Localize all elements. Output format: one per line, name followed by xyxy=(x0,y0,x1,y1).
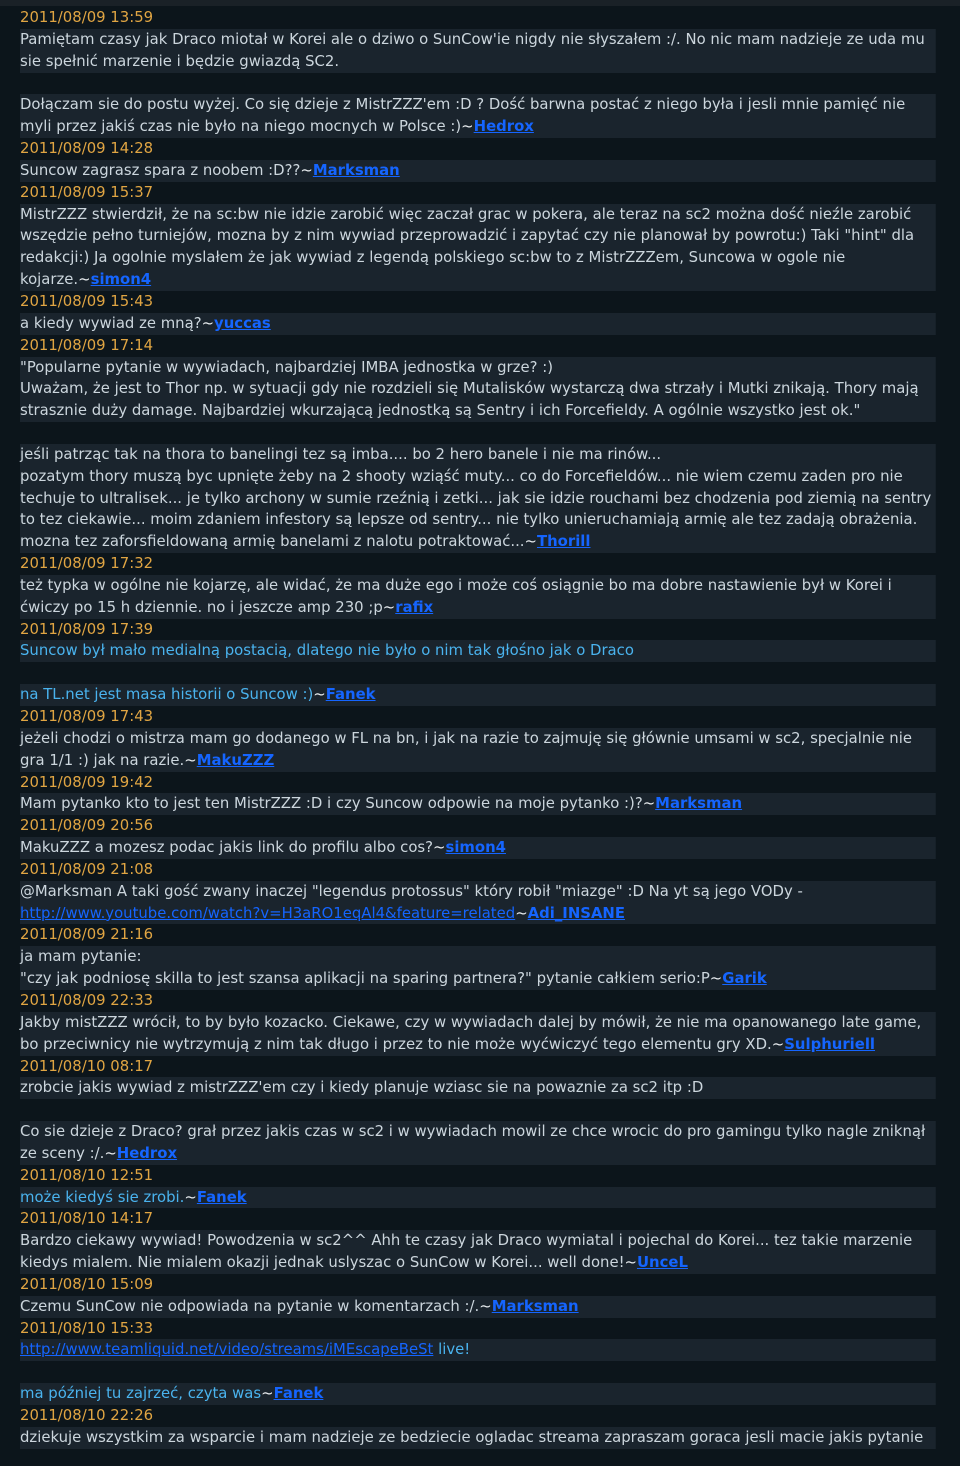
comment xyxy=(20,859,936,925)
comment xyxy=(20,7,936,138)
comment-body xyxy=(20,1427,936,1449)
author-separator: ~ xyxy=(78,270,91,289)
comment-body xyxy=(20,1077,936,1164)
author-separator: ~ xyxy=(184,750,197,769)
author-link[interactable]: Fanek xyxy=(325,685,376,704)
comment-body xyxy=(20,160,936,182)
comment-paragraph: też typka w ogólne nie kojarzę, ale widać, że ma duże ego i może coś osiągnie bo ma dobre nastawienie był w Korei i ćwiczy po 15 h dziennie. no i jeszcze amp 230 ;p~rafix xyxy=(20,575,936,619)
comment-body xyxy=(20,881,936,925)
comment-timestamp: 2011/08/09 13:59 xyxy=(20,8,154,26)
comment-body xyxy=(20,1339,936,1405)
author-separator: ~ xyxy=(624,1253,637,1272)
comment xyxy=(20,553,936,619)
comment-timestamp: 2011/08/09 21:08 xyxy=(20,859,154,878)
comment-paragraph: jeżeli chodzi o mistrza mam go dodanego w FL na bn, i jak na razie to zajmuję się głównie umsami w sc2, specjalnie nie gra 1/1 :) jak na razie.~MakuZZZ xyxy=(20,728,936,772)
comment-timestamp: 2011/08/09 22:33 xyxy=(20,990,154,1009)
comment-paragraph: @Marksman A taki gość zwany inaczej "legendus protossus" który robił "miazge" :D Na yt są jego VODy - http://www.youtube.com/watch?v=H3aRO1eqAl4&feature=related~Adi_INSANE xyxy=(20,881,936,925)
comment xyxy=(20,619,936,706)
video-link[interactable]: http://www.youtube.com/watch?v=H3aRO1eqAl4&feature=related xyxy=(20,903,516,922)
comment-body xyxy=(20,1230,936,1274)
comment-paragraph: na TL.net jest masa historii o Suncow :)~Fanek xyxy=(20,684,936,706)
comment-body xyxy=(20,728,936,772)
comment-paragraph: a kiedy wywiad ze mną?~yuccas xyxy=(20,313,936,335)
comment-paragraph: Suncow był mało medialną postacią, dlatego nie było o nim tak głośno jak o Draco xyxy=(20,640,936,662)
comment-body xyxy=(20,313,936,335)
comment-body xyxy=(20,29,936,138)
comment-timestamp: 2011/08/10 22:26 xyxy=(20,1406,154,1424)
author-separator: ~ xyxy=(515,903,528,922)
author-separator: ~ xyxy=(461,117,474,136)
comment-body xyxy=(20,1012,936,1056)
comment xyxy=(20,182,936,291)
comment-body xyxy=(20,793,936,815)
comment xyxy=(20,815,936,859)
author-link[interactable]: Fanek xyxy=(196,1187,247,1206)
author-separator: ~ xyxy=(261,1384,274,1403)
comment-body xyxy=(20,1296,936,1318)
comment xyxy=(20,990,936,1056)
comment-paragraph: zrobcie jakis wywiad z mistrZZZ'em czy i kiedy planuje wziasc sie na powaznie za sc2 itp :D xyxy=(20,1077,936,1099)
comment-timestamp: 2011/08/10 14:17 xyxy=(20,1209,154,1228)
author-link[interactable]: Sulphuriell xyxy=(784,1034,876,1053)
author-link[interactable]: Fanek xyxy=(273,1384,324,1403)
author-link[interactable]: simon4 xyxy=(445,838,507,857)
comment-timestamp: 2011/08/10 15:33 xyxy=(20,1318,154,1337)
comment xyxy=(20,1318,936,1405)
comment-paragraph: Uważam, że jest to Thor np. w sytuacji gdy nie rozdzieli się Mutalisków wystarczą dwa strzały i Mutki znikają. Thory mają strasznie duży damage. Najbardziej wkurzającą jednostką są Sentry i ich Forcefieldy. A ogólnie wszystko jest ok." xyxy=(20,378,936,422)
comment-body xyxy=(20,640,936,706)
comment-paragraph: może kiedyś sie zrobi.~Fanek xyxy=(20,1187,936,1209)
comment-body xyxy=(20,575,936,619)
author-separator: ~ xyxy=(104,1143,117,1162)
comment-body xyxy=(20,946,936,990)
author-separator: ~ xyxy=(382,597,396,616)
author-link[interactable]: rafix xyxy=(395,597,434,616)
comment xyxy=(20,1274,936,1318)
comment xyxy=(20,706,936,772)
stream-link[interactable]: http://www.teamliquid.net/video/streams/iMEscapeBeSt xyxy=(20,1340,434,1359)
comment-list xyxy=(20,7,936,1449)
comment xyxy=(20,772,936,816)
author-link[interactable]: Garik xyxy=(722,969,767,988)
comment-paragraph xyxy=(20,1099,936,1121)
comment xyxy=(20,1208,936,1274)
author-separator: ~ xyxy=(771,1034,785,1053)
comment-paragraph: dziekuje wszystkim za wsparcie i mam nadzieje ze bedziecie ogladac streama zapraszam goraca jesli macie jakis pytanie xyxy=(20,1427,936,1449)
comment-timestamp: 2011/08/09 19:42 xyxy=(20,772,154,791)
comment-paragraph: MistrZZZ stwierdził, że na sc:bw nie idzie zarobić więc zaczał grac w pokera, ale teraz na sc2 można dość nieźle zarobić wszędzie pełno turniejów, mozna by z nim wywiad przeprowadzić i zapytać czy nie planował by powrotu:) Taki "hint" dla redakcji:) Ja ogolnie myslałem że jak wywiad z legendą polskiego sc:bw to z MistrZZZem, Suncowa w ogole nie kojarze.~simon4 xyxy=(20,204,936,291)
comment xyxy=(20,1165,936,1209)
author-link[interactable]: Marksman xyxy=(491,1296,579,1315)
author-link[interactable]: Marksman xyxy=(312,160,400,179)
comment-paragraph: pozatym thory muszą byc upnięte żeby na 2 shooty wziąść muty... co do Forcefieldów... nie wiem czemu zaden pro nie techuje to ultralisek... je tylko archony w sumie rzeźnią i zetki... jak sie idzie rouchami bez chodzenia pod ziemią na sentry to tez ciekawie... moim zdaniem infestory są lepsze od sentry... nie tylko unieruchamiają armię ale tez zadają obrażenia. mozna tez zaforsfieldowaną armię banelami z nalotu potraktować...~Thorill xyxy=(20,466,936,553)
comment-paragraph: Dołączam sie do postu wyżej. Co się dzieje z MistrZZZ'em :D ? Dość barwna postać z niego była i jesli mnie pamięć nie myli przez jakiś czas nie było na niego mocnych w Polsce :)~Hedrox xyxy=(20,94,936,138)
comment-timestamp: 2011/08/09 15:43 xyxy=(20,291,154,310)
comment-timestamp: 2011/08/10 12:51 xyxy=(20,1165,154,1184)
comment-paragraph xyxy=(20,422,936,444)
comment-timestamp: 2011/08/09 17:43 xyxy=(20,707,154,725)
comment-timestamp: 2011/08/10 15:09 xyxy=(20,1274,154,1293)
comment-body xyxy=(20,204,936,291)
author-separator: ~ xyxy=(201,313,215,332)
comment xyxy=(20,291,936,335)
comment-body xyxy=(20,837,936,859)
comment-timestamp: 2011/08/10 08:17 xyxy=(20,1056,154,1075)
author-separator: ~ xyxy=(524,532,537,551)
author-link[interactable]: UnceL xyxy=(636,1253,688,1272)
author-link[interactable]: MakuZZZ xyxy=(196,750,275,769)
comment xyxy=(20,1056,936,1165)
comment-paragraph: Mam pytanko kto to jest ten MistrZZZ :D i czy Suncow odpowie na moje pytanko :)?~Marksman xyxy=(20,793,936,815)
comment-paragraph: ja mam pytanie: xyxy=(20,946,936,968)
comment-paragraph: "Popularne pytanie w wywiadach, najbardziej IMBA jednostka w grze? :) xyxy=(20,357,936,379)
comment-timestamp: 2011/08/09 17:39 xyxy=(20,619,154,638)
comment-timestamp: 2011/08/09 17:14 xyxy=(20,335,154,354)
author-separator: ~ xyxy=(479,1296,492,1315)
comment-paragraph xyxy=(20,73,936,95)
comment-timestamp: 2011/08/09 14:28 xyxy=(20,139,154,158)
author-separator: ~ xyxy=(433,838,446,857)
comment-paragraph: Czemu SunCow nie odpowiada na pytanie w komentarzach :/.~Marksman xyxy=(20,1296,936,1318)
author-separator: ~ xyxy=(709,969,723,988)
comment xyxy=(20,924,936,990)
author-link[interactable]: Adi_INSANE xyxy=(527,903,626,922)
comment-paragraph xyxy=(20,662,936,684)
comment-timestamp: 2011/08/09 21:16 xyxy=(20,925,154,944)
author-separator: ~ xyxy=(313,685,326,704)
comment-timestamp: 2011/08/09 20:56 xyxy=(20,816,154,835)
comment-paragraph: MakuZZZ a mozesz podac jakis link do profilu albo cos?~simon4 xyxy=(20,837,936,859)
comment-body xyxy=(20,1187,936,1209)
comment-paragraph: ma później tu zajrzeć, czyta was~Fanek xyxy=(20,1383,936,1405)
comment-paragraph: Co sie dzieje z Draco? grał przez jakis czas w sc2 i w wywiadach mowil ze chce wrocic do pro gamingu tylko nagle zniknął ze sceny :/.~Hedrox xyxy=(20,1121,936,1165)
comment xyxy=(20,138,936,182)
comment-timestamp: 2011/08/09 15:37 xyxy=(20,182,154,201)
comment xyxy=(20,1405,936,1449)
comment-paragraph: Suncow zagrasz spara z noobem :D??~Marksman xyxy=(20,160,936,182)
comment xyxy=(20,335,936,553)
author-link[interactable]: yuccas xyxy=(214,313,271,332)
author-separator: ~ xyxy=(300,160,313,179)
comment-paragraph: Pamiętam czasy jak Draco miotał w Korei ale o dziwo o SunCow'ie nigdy nie słyszałem :/. No nic mam nadzieje ze uda mu sie spełnić marzenie i będzie gwiazdą SC2. xyxy=(20,29,936,73)
comment-paragraph: Bardzo ciekawy wywiad! Powodzenia w sc2^^ Ahh te czasy jak Draco wymiatal i pojechal do Korei... tez takie marzenie kiedys mialem. Nie mialem okazji jednak uslyszac o SunCow w Korei... well done!~UnceL xyxy=(20,1230,936,1274)
comment-paragraph: jeśli patrząc tak na thora to banelingi tez są imba.... bo 2 hero banele i nie ma rinów... xyxy=(20,444,936,466)
author-link[interactable]: Hedrox xyxy=(116,1143,178,1162)
comment-timestamp: 2011/08/09 17:32 xyxy=(20,554,154,573)
author-link[interactable]: Marksman xyxy=(655,794,743,813)
comment-paragraph: Jakby mistZZZ wrócił, to by było kozacko. Ciekawe, czy w wywiadach dalej by mówił, że nie ma opanowanego late game, bo przeciwnicy nie wytrzymują z nim tak długo i przez to nie może wyćwiczyć tego elementu gry XD.~Sulphuriell xyxy=(20,1012,936,1056)
author-link[interactable]: simon4 xyxy=(90,270,152,289)
comment-paragraph: http://www.teamliquid.net/video/streams/iMEscapeBeSt live! xyxy=(20,1339,936,1361)
comment-body xyxy=(20,357,936,554)
author-link[interactable]: Thorill xyxy=(536,532,591,551)
author-separator: ~ xyxy=(642,794,656,813)
comment-paragraph: "czy jak podniosę skilla to jest szansa aplikacji na sparing partnera?" pytanie całkiem serio:P~Garik xyxy=(20,968,936,990)
author-link[interactable]: Hedrox xyxy=(473,117,534,136)
comment-paragraph xyxy=(20,1361,936,1383)
author-separator: ~ xyxy=(184,1187,197,1206)
